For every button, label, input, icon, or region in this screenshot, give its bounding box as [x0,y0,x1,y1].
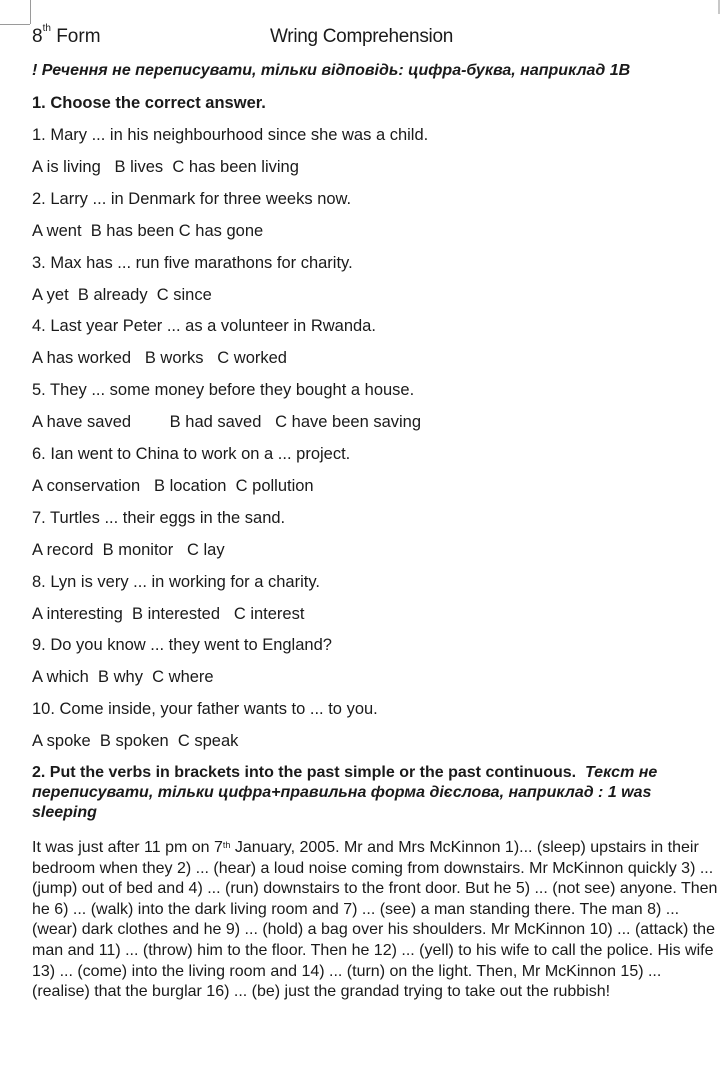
option-a: A has worked [32,349,132,367]
option-a: A interesting [32,605,123,623]
option-a: A is living [32,158,101,176]
options-1 [32,158,299,177]
option-c: C has been living [172,158,299,176]
option-c: C since [156,286,212,304]
question-8: 8. Lyn is very ... in working for a charity. [32,573,320,591]
option-c: C worked [217,349,287,367]
options-10 [32,732,238,751]
option-c: C where [152,668,214,686]
option-b: B spoken [99,732,169,750]
options-7 [32,541,225,560]
option-c: C has gone [178,222,264,240]
option-b: B lives [114,158,164,176]
options-9 [32,668,214,687]
question-3: 3. Max has ... run five marathons for charity. [32,254,353,272]
options-6 [32,477,314,496]
option-c: C pollution [235,477,314,495]
story-paragraph: It was just after 11 pm on 7th January, 2005. Mr and Mrs McKinnon 1)... (sleep) upstairs in their bedroom when they 2) ... (hear) a loud noise coming from downstairs. Mr McKinnon quickly 3) ... (jump) out of bed and 4) ... (run) downstairs to the front door. But he 5) ... (not see) anyone. Then he 6) ... (walk) into the dark living room and 7) ... (see) a man standing there. The man 8) ... (wear) dark clothes and he 9) ... (hold) a bag over his shoulders. Mr McKinnon 10) ... (attack) the man and 11) ... (throw) him to the floor. Then he 12) ... (yell) to his wife to call the police. His wife 13) ... (come) into the living room and 14) ... (turn) on the light. Then, Mr McKinnon 15) ... (realise) that the burglar 16) ... (be) just the grandad trying to take out the rubbish! [32,839,718,1001]
option-b: B had saved [169,413,262,431]
options-4 [32,349,287,368]
options-5 [32,413,421,432]
page-corner-mark [0,24,30,25]
options-2 [32,222,263,241]
worksheet-title: Wring Comprehension [270,26,453,47]
task1-heading: 1. Choose the correct answer. [32,94,266,112]
option-b: B works [144,349,204,367]
question-6: 6. Ian went to China to work on a ... project. [32,445,351,463]
instruction-note: ! Речення не переписувати, тільки відповідь: цифра-буква, наприклад 1В [32,62,631,79]
option-c: C lay [187,541,225,559]
option-a: A yet [32,286,69,304]
page-corner-mark [30,0,31,24]
question-10: 10. Come inside, your father wants to ... to you. [32,700,378,718]
option-b: B already [77,286,148,304]
options-3 [32,286,212,305]
task2-instructions [32,763,682,823]
option-a: A which [32,668,89,686]
task2-note: Текст не переписувати, тільки цифра+правильна форма дієслова, наприклад : 1 was sleeping [32,764,658,821]
option-b: B why [98,668,143,686]
option-a: A spoke [32,732,91,750]
grade-label: 8th Form [32,23,101,47]
question-2: 2. Larry ... in Denmark for three weeks now. [32,190,352,208]
option-b: B has been [90,222,175,240]
option-c: C have been saving [275,413,422,431]
question-9: 9. Do you know ... they went to England? [32,636,332,654]
option-b: B interested [131,605,221,623]
question-5: 5. They ... some money before they bought a house. [32,381,415,399]
option-b: B monitor [102,541,174,559]
option-a: A went [32,222,82,240]
option-a: A have saved [32,413,132,431]
task2-heading: 2. Put the verbs in brackets into the past simple or the past continuous. [32,764,577,781]
question-1: 1. Mary ... in his neighbourhood since she was a child. [32,126,429,144]
question-4: 4. Last year Peter ... as a volunteer in Rwanda. [32,317,376,335]
option-c: C speak [177,732,239,750]
option-c: C interest [233,605,305,623]
question-7: 7. Turtles ... their eggs in the sand. [32,509,286,527]
option-a: A record [32,541,94,559]
option-b: B location [154,477,227,495]
options-8 [32,605,304,624]
worksheet-header [32,23,710,54]
option-a: A conservation [32,477,141,495]
